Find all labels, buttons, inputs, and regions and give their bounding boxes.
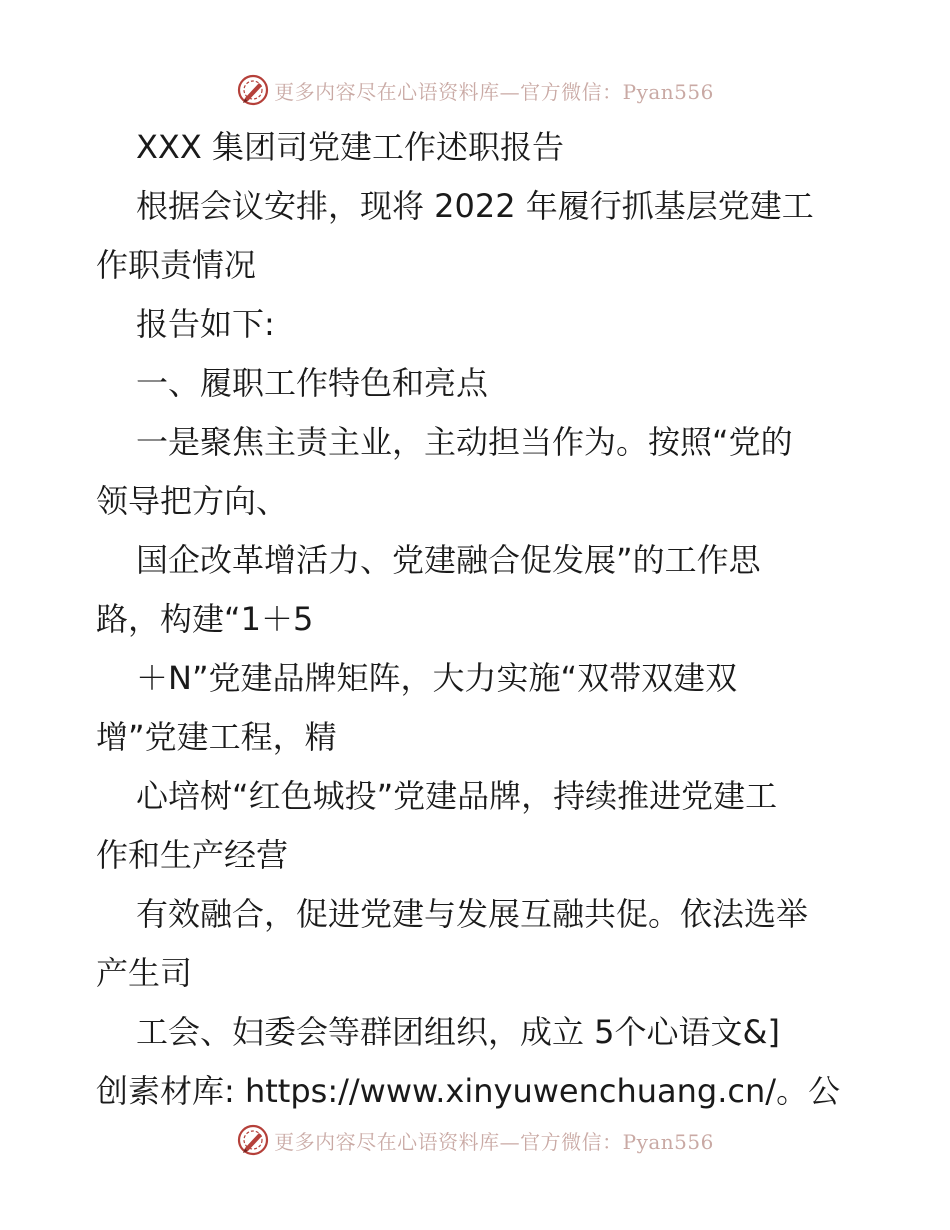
doc-title: XXX 集团司党建工作述职报告	[136, 128, 564, 166]
paragraph-line: 作职责情况	[96, 246, 257, 284]
paragraph-line: 有效融合，促进党建与发展互融共促。依法选举	[136, 895, 809, 933]
paragraph-line: 心培树“红色城投”党建品牌，持续推进党建工	[136, 777, 778, 815]
paragraph-line: 增”党建工程，精	[96, 718, 337, 756]
watermark-text: 更多内容尽在心语资料库—官方微信：Pyan556	[274, 1129, 714, 1154]
pen-logo-icon	[236, 1123, 270, 1157]
paragraph-line-url: 创素材库: https://www.xinyuwenchuang.cn/。公	[96, 1072, 841, 1110]
footer-watermark-banner	[0, 1120, 950, 1160]
paragraph-line: 领导把方向、	[96, 482, 289, 520]
paragraph-line: 根据会议安排，现将 2022 年履行抓基层党建工	[136, 187, 814, 225]
watermark-text: 更多内容尽在心语资料库—官方微信：Pyan556	[274, 79, 714, 104]
paragraph-line: 国企改革增活力、党建融合促发展”的工作思	[136, 541, 761, 579]
paragraph-line: 路，构建“1＋5	[96, 600, 314, 638]
section-heading: 一、履职工作特色和亮点	[136, 364, 489, 402]
paragraph-line: 产生司	[96, 954, 193, 992]
paragraph-line: 工会、妇委会等群团组织，成立 5个心语文&]	[136, 1013, 780, 1051]
pen-logo-icon	[236, 73, 270, 107]
paragraph-line: 报告如下:	[136, 305, 275, 343]
paragraph-line: 作和生产经营	[96, 836, 289, 874]
paragraph-line: ＋N”党建品牌矩阵，大力实施“双带双建双	[136, 659, 738, 697]
header-watermark-banner	[0, 70, 950, 110]
document-body	[96, 118, 856, 1121]
paragraph-line: 一是聚焦主责主业，主动担当作为。按照“党的	[136, 423, 793, 461]
